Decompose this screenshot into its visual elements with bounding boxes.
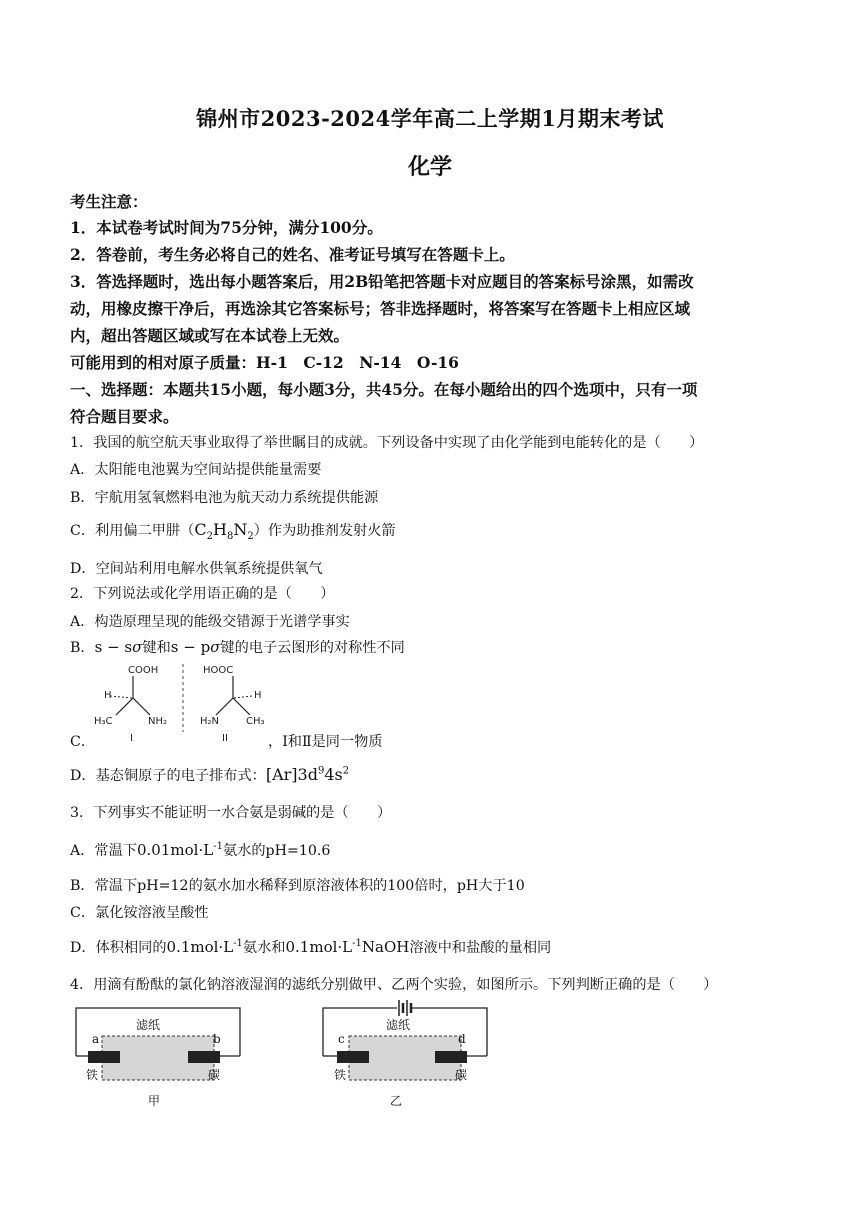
q1-option-c: C．利用偏二甲肼$(C_2H_8N_2)$作为助推剂发射火箭 (70, 520, 396, 543)
q3-option-c: C．氯化铵溶液呈酸性 (70, 905, 209, 921)
notice-heading: 考生注意： (70, 192, 148, 211)
q1-option-a: A．太阳能电池翼为空间站提供能量需要 (70, 462, 322, 478)
q2-option-d: D．基态铜原子的电子排布式：$[Ar]3d^94s^2$ (70, 765, 350, 784)
notice-item-3: 3．答选择题时，选出每小题答案后，用2B铅笔把答题卡对应题目的答案标号涂黑，如需改 (70, 272, 694, 291)
q2-structure-bonds (90, 660, 280, 735)
section-1-header-cont: 符合题目要求。 (70, 407, 179, 426)
q1-stem: 1．我国的航空航天事业取得了举世瞩目的成就。下列设备中实现了由化学能到电能转化的是（ ） (70, 435, 704, 451)
exam-subject: 化学 (407, 154, 452, 180)
notice-item-3-end: 内，超出答题区域或写在本试卷上无效。 (70, 326, 350, 345)
q2-stem: 2．下列说法或化学用语正确的是（ ） (70, 586, 335, 602)
q4-stem: 4．用滴有酚酞的氯化钠溶液湿润的滤纸分别做甲、乙两个实验，如图所示。下列判断正确的是（ ） (70, 977, 718, 993)
exam-title: 锦州市2023-2024学年高二上学期1月期末考试 (196, 106, 664, 131)
q2-option-c-label: C． (70, 734, 96, 750)
q3-stem: 3．下列事实不能证明一水合氨是弱碱的是（ ） (70, 805, 392, 821)
q1-option-d: D．空间站利用电解水供氧系统提供氧气 (70, 561, 323, 577)
q1-option-b: B．宇航用氢氧燃料电池为航天动力系统提供能源 (70, 490, 379, 506)
notice-item-1: 1．本试卷考试时间为75分钟，满分100分。 (70, 218, 383, 237)
q2-option-c-text: ，Ⅰ和Ⅱ是同一物质 (268, 734, 383, 750)
q3-option-d: D．体积相同的$0.1mol\cdot L^{-1}$氨水和$0.1mol\cdot L^{-1}NaOH$溶液中和盐酸的量相同 (70, 938, 552, 956)
exam-page: 锦州市2023-2024学年高二上学期1月期末考试 化学 考生注意： 1．本试卷考试时间为75分钟，满分100分。 2．答卷前，考生务必将自己的姓名、准考证号填写在答题卡上。 3．答选择题时，选出每小题答案后，用2B铅笔把答题卡对应题目的答案标号涂黑，如需改 动，用橡皮擦干净后，再选涂其它答案标号；答非选择题时，将答案写在答题卡上相应区域 内，超出答题区域或写在本试卷上无效。 可能用到的相对原子质量：H-1 C-12 N-14 O-16 一、选择题：本题共15小题，每小题3分，共45分。在每小题给出的四个选项中，只有一项 符合题目要求。 1．我国的航空航天事业取得了举世瞩目的成就。下列设备中实现了由化学能到电能转化的是（ ） A．太阳能电池翼为空间站提供能量需要 B．宇航用氢氧燃料电池为航天动力系统提供能源 C．利用偏二甲肼$(C_2H_8N_2)$作为助推剂发射火箭 D．空间站利用电解水供氧系统提供氧气 2．下列说法或化学用语正确的是（ ） A．构造原理呈现的能级交错源于光谱学事实 B．s − sσ键和s − pσ键的电子云图形的对称性不同 COOH H H₃C NH₂ I HOOC H H₂N CH₃ II C． ，Ⅰ和Ⅱ是同一物质 D．基态铜原子的电子排布式：$[Ar]3d^94s^2$ 3．下列事实不能证明一水合氨是弱碱的是（ ） A．常温下$0.01mol\cdot L^{-1}$氨水的pH=10.6 B．常温下pH=12的氨水加水稀释到原溶液体积的100倍时，pH大于10 C．氯化铵溶液呈酸性 D．体积相同的$0.1mol\cdot L^{-1}$氨水和$0.1mol\cdot L^{-1}NaOH$溶液中和盐酸的量相同 4．用滴有酚酞的氯化钠溶液湿润的滤纸分别做甲、乙两个实验，如图所示。下列判断正确的是（ ） 滤纸 a b 铁 碳 甲 滤纸 c d 铁 碳 乙 (0, 0, 860, 1216)
q3-option-b: B．常温下pH=12的氨水加水稀释到原溶液体积的100倍时，pH大于10 (70, 878, 525, 894)
q3-option-a: A．常温下$0.01mol\cdot L^{-1}$氨水的pH=10.6 (70, 841, 331, 859)
q2-option-b: B．s − sσ键和s − pσ键的电子云图形的对称性不同 (70, 638, 405, 656)
q2-option-a: A．构造原理呈现的能级交错源于光谱学事实 (70, 614, 350, 630)
notice-item-2: 2．答卷前，考生务必将自己的姓名、准考证号填写在答题卡上。 (70, 245, 515, 264)
atomic-masses: 可能用到的相对原子质量：H-1 C-12 N-14 O-16 (70, 353, 459, 372)
section-1-header: 一、选择题：本题共15小题，每小题3分，共45分。在每小题给出的四个选项中，只有一项 (70, 380, 698, 399)
notice-item-3-cont: 动，用橡皮擦干净后，再选涂其它答案标号；答非选择题时，将答案写在答题卡上相应区域 (70, 299, 691, 318)
